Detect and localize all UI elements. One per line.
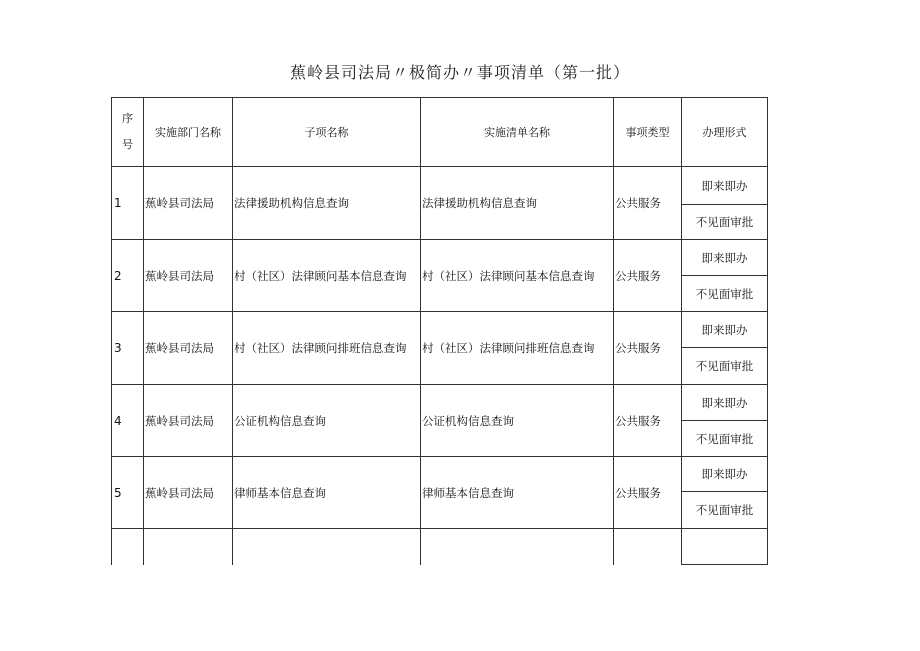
row-dept: 蕉岭县司法局 [144, 167, 233, 240]
row-form-remote: 不见面审批 [682, 492, 768, 529]
empty-cell [682, 529, 768, 565]
empty-cell [421, 529, 614, 565]
row-form-instant: 即来即办 [682, 312, 768, 348]
row-list-name: 村（社区）法律顾问基本信息查询 [421, 240, 614, 312]
row-list-name: 律师基本信息查询 [421, 457, 614, 529]
page-title: 蕉岭县司法局〃极简办〃事项清单（第一批） [289, 63, 630, 82]
empty-cell [112, 529, 144, 565]
row-form-instant: 即来即办 [682, 167, 768, 205]
header-type: 事项类型 [614, 98, 682, 167]
row-type: 公共服务 [614, 312, 682, 385]
row-form-instant: 即来即办 [682, 457, 768, 492]
row-dept: 蕉岭县司法局 [144, 312, 233, 385]
table-row [112, 312, 768, 348]
row-dept: 蕉岭县司法局 [144, 385, 233, 457]
row-list-name: 村（社区）法律顾问排班信息查询 [421, 312, 614, 385]
row-form-instant: 即来即办 [682, 240, 768, 276]
row-seq: 3 [112, 312, 144, 385]
header-dept: 实施部门名称 [144, 98, 233, 167]
table-row [112, 240, 768, 276]
row-type: 公共服务 [614, 167, 682, 240]
empty-cell [614, 529, 682, 565]
header-seq-line1: 序 [122, 112, 133, 125]
row-seq: 4 [112, 385, 144, 457]
row-dept: 蕉岭县司法局 [144, 457, 233, 529]
table-header-row [112, 98, 768, 167]
row-type: 公共服务 [614, 457, 682, 529]
row-sub-item: 村（社区）法律顾问排班信息查询 [233, 312, 421, 385]
row-form-remote: 不见面审批 [682, 421, 768, 457]
header-list-name: 实施清单名称 [421, 98, 614, 167]
header-seq-line2: 号 [122, 138, 133, 151]
row-form-remote: 不见面审批 [682, 205, 768, 240]
row-seq: 2 [112, 240, 144, 312]
table-row-empty [112, 529, 768, 565]
table-row [112, 457, 768, 492]
table-row [112, 385, 768, 421]
row-form-remote: 不见面审批 [682, 276, 768, 312]
row-sub-item: 法律援助机构信息查询 [233, 167, 421, 240]
header-form: 办理形式 [682, 98, 768, 167]
row-sub-item: 村（社区）法律顾问基本信息查询 [233, 240, 421, 312]
row-seq: 5 [112, 457, 144, 529]
row-type: 公共服务 [614, 240, 682, 312]
row-sub-item: 律师基本信息查询 [233, 457, 421, 529]
header-sub-item: 子项名称 [233, 98, 421, 167]
row-form-instant: 即来即办 [682, 385, 768, 421]
row-dept: 蕉岭县司法局 [144, 240, 233, 312]
row-list-name: 公证机构信息查询 [421, 385, 614, 457]
table-row [112, 167, 768, 205]
row-form-remote: 不见面审批 [682, 348, 768, 385]
empty-cell [144, 529, 233, 565]
empty-cell [233, 529, 421, 565]
items-table [111, 97, 768, 565]
row-type: 公共服务 [614, 385, 682, 457]
row-sub-item: 公证机构信息查询 [233, 385, 421, 457]
row-list-name: 法律援助机构信息查询 [421, 167, 614, 240]
header-seq [112, 98, 144, 167]
row-seq: 1 [112, 167, 144, 240]
